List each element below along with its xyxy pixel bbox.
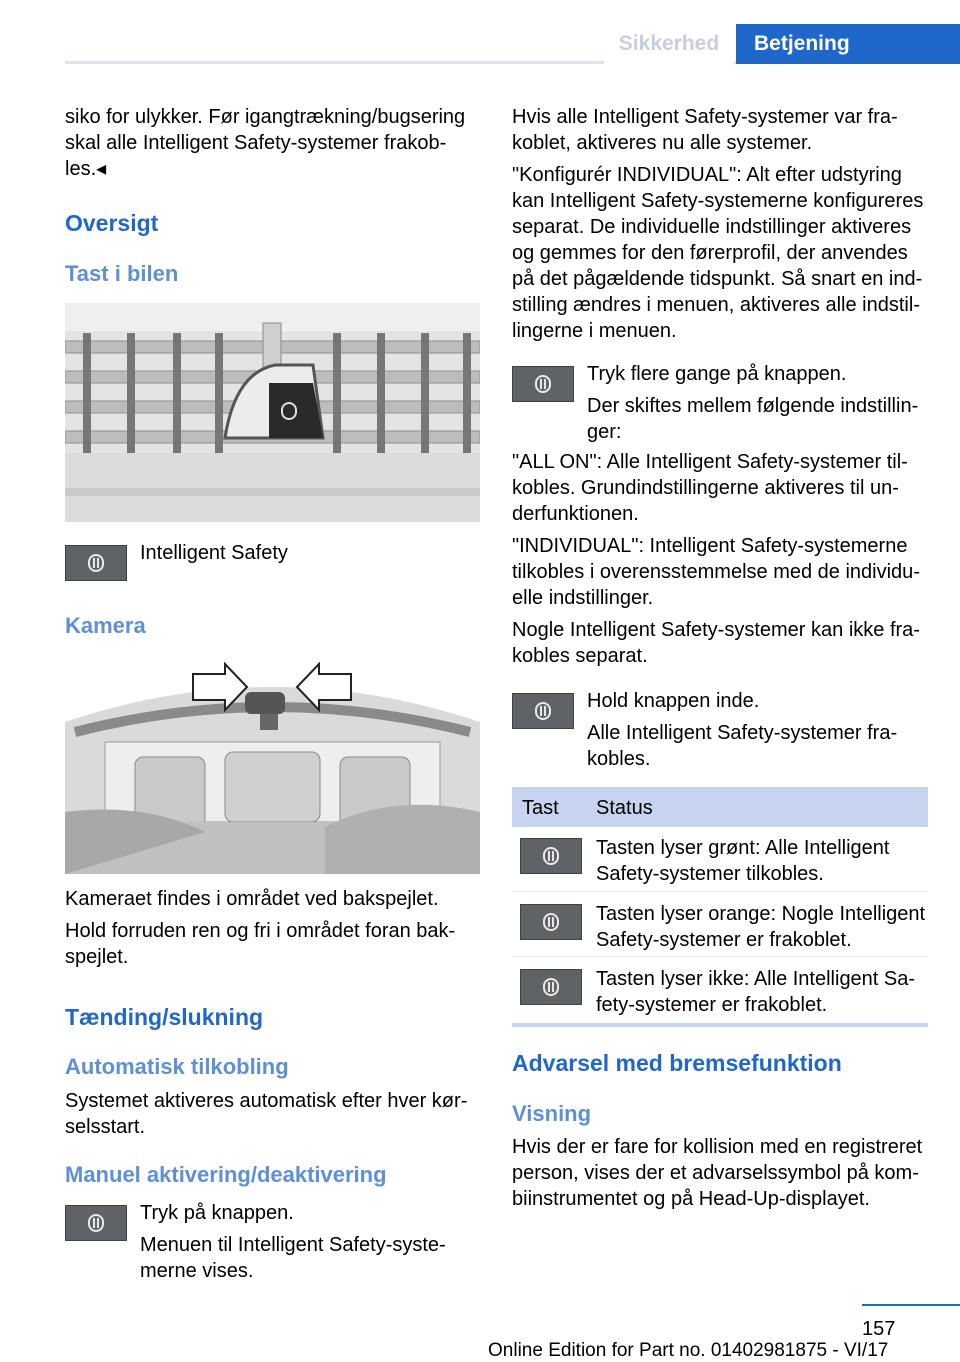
manuel-line-2 [140, 1232, 480, 1284]
nogle-paragraph: Nogle Intelligent Safety-systemer kan ikke frakobles separat. [512, 619, 920, 667]
right-paragraph-1: Hvis alle Intelligent Safety-systemer var frakoblet, aktiveres nu alle systemer. [512, 106, 898, 154]
photo-button-panel [65, 303, 480, 522]
intelligent-safety-key-icon [65, 1205, 127, 1241]
press-line-1: Tryk flere gange på knappen. [587, 363, 847, 385]
left-column [65, 104, 480, 182]
hold-line-2: Alle Intelligent Safety-systemer frakobles. [587, 722, 898, 770]
table-bottom-rule [512, 1023, 928, 1027]
table-row [512, 892, 928, 956]
kamera-text [65, 886, 480, 970]
page-number: 157 [862, 1318, 896, 1340]
heading-oversigt: Oversigt [65, 210, 159, 236]
heading-kamera: Kamera [65, 613, 146, 638]
footer-rule [862, 1304, 960, 1306]
kamera-paragraph-2: Hold forruden ren og fri i området foran bakspejlet. [65, 920, 456, 968]
auto-text-block [65, 1088, 480, 1140]
heading-tast-i-bilen: Tast i bilen [65, 261, 179, 286]
manuel-line-1: Tryk på knappen. [140, 1202, 294, 1224]
photo-camera [65, 662, 480, 874]
tab-betjening[interactable]: Betjening [736, 24, 960, 64]
right-paragraph-2: "Konfigurér INDIVIDUAL": Alt efter udstyring kan Intelligent Safety-systemerne konfigureres separat. De individuelle indstillinger aktiveres og gemmes for den førerprofil, der anvendes på det pågældende tidspunkt. Så snart en indstilling ændres i menuen, aktiveres alle indstillingerne i menuen. [512, 164, 924, 342]
heading-manuel: Manuel aktivering/deaktivering [65, 1162, 387, 1187]
intelligent-safety-key-icon [512, 366, 574, 402]
table-row [512, 827, 928, 891]
heading-advarsel: Advarsel med bremsefunktion [512, 1050, 842, 1076]
kamera-paragraph-1: Kameraet findes i området ved bakspejlet. [65, 888, 439, 910]
table-col-status: Status [596, 797, 653, 819]
status-table [512, 787, 928, 1027]
heading-automatisk-tilkobling: Automatisk tilkobling [65, 1054, 289, 1079]
allon-paragraph: "ALL ON": Alle Intelligent Safety-systemer tilkobles. Grundindstillingerne aktiveres til underfunktionen. [512, 451, 908, 525]
intro-text: siko for ulykker. Før igangtrækning/bugsering skal alle Intelligent Safety-systemer frakobles.◂ [65, 106, 466, 180]
table-header [512, 787, 928, 827]
heading-visning: Visning [512, 1101, 592, 1126]
intelligent-safety-key-icon [65, 545, 127, 581]
manuel-line-2-text: Menuen til Intelligent Safety-systemerne vises. [140, 1234, 446, 1282]
right-column-top [512, 104, 928, 344]
intelligent-safety-key-icon [520, 904, 582, 940]
table-row-status: Tasten lyser grønt: Alle Intelligent Safety-systemer tilkobles. [596, 837, 890, 885]
table-col-tast: Tast [522, 797, 559, 819]
visning-block [512, 1134, 928, 1212]
individual-paragraph: "INDIVIDUAL": Intelligent Safety-systemerne tilkobles i overensstemmelse med de individuelle indstillinger. [512, 535, 920, 609]
settings-text [512, 449, 928, 669]
table-row-status: Tasten lyser orange: Nogle Intelligent Safety-systemer er frakoblet. [596, 903, 926, 951]
tab-sikkerhed[interactable]: Sikkerhed [604, 24, 734, 64]
auto-paragraph: Systemet aktiveres automatisk efter hver kørselsstart. [65, 1090, 468, 1138]
press-line-2: Der skiftes mellem følgende indstillinger: [587, 395, 919, 443]
heading-taending-slukning: Tænding/slukning [65, 1004, 264, 1030]
hold-line-1: Hold knappen inde. [587, 690, 760, 712]
visning-paragraph: Hvis der er fare for kollision med en registreret person, vises der et advarselssymbol på kombiinstrumentet og på Head-Up-displayet. [512, 1136, 923, 1210]
intelligent-safety-key-icon [512, 693, 574, 729]
key-caption: Intelligent Safety [140, 542, 288, 564]
table-row-status: Tasten lyser ikke: Alle Intelligent Safety-systemer er frakoblet. [596, 968, 916, 1016]
intelligent-safety-key-icon [520, 838, 582, 874]
edition-text: Online Edition for Part no. 01402981875 - VI/17 [488, 1340, 889, 1361]
table-row [512, 957, 928, 1023]
intelligent-safety-key-icon [520, 969, 582, 1005]
